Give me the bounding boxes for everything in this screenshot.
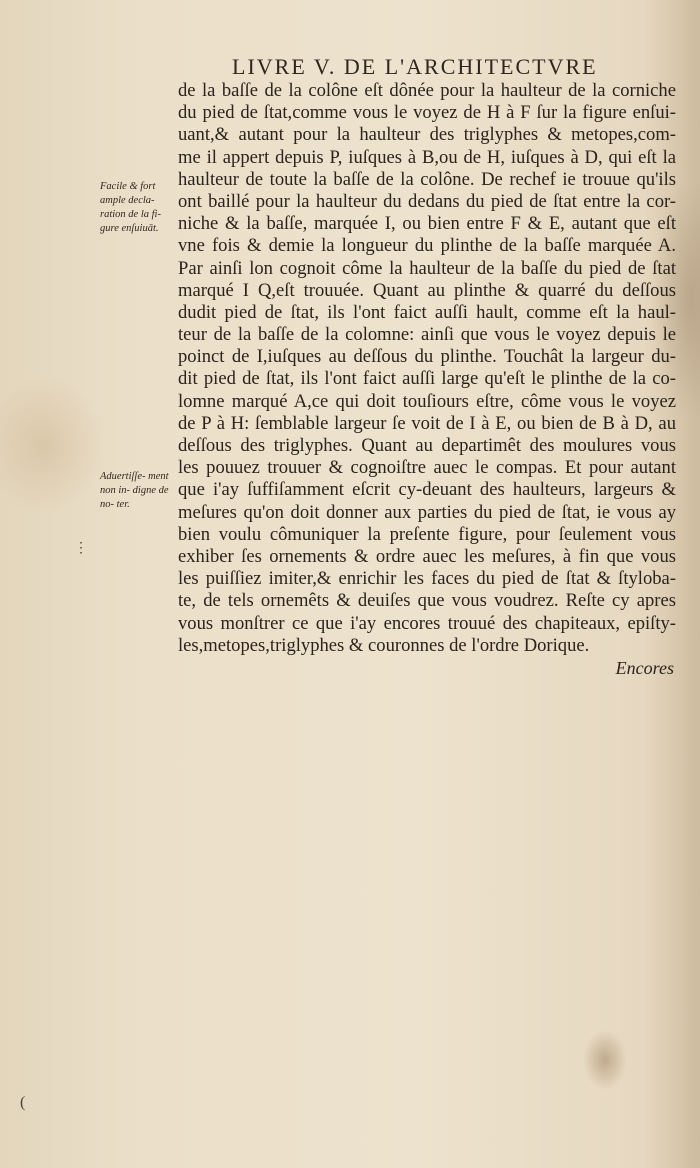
text-line: deſſous des triglyphes. Quant au departimêt des moulures vous [178, 435, 676, 456]
text-line: du pied de ſtat,comme vous le voyez de H à F ſur la figure enſui- [178, 102, 676, 124]
text-line: meſures qu'on doit donner aux parties du pied de ſtat, ie vous ay [178, 501, 676, 523]
ink-mark: ( [20, 1094, 26, 1111]
margin-note-advice: Aduertiſſe- ment non in- digne de no- ter. [100, 471, 169, 510]
catchword: Encores [615, 658, 674, 678]
margin-note-explanation: Facile & fort ample decla- ration de la fi- gure enſuiuāt. [100, 181, 161, 234]
text-line: ont baillé pour la haulteur du dedans du pied de ſtat entre la cor- [178, 190, 676, 212]
text-line: de P à H: ſemblable largeur ſe voit de I à E, ou bien de B à D, au [178, 412, 676, 434]
text-line: poinct de I,iuſques au deſſous du plinthe. Touchât la largeur du- [178, 346, 676, 368]
text-line: de la baſſe de la colône eſt dônée pour la haulteur de la corniche [178, 80, 676, 101]
text-line: que i'ay ſuffiſamment eſcrit cy-deuant des haulteurs, largeurs & [178, 479, 676, 501]
text-line: les puiſſiez imiter,& enrichir les faces du pied de ſtat & ſtyloba- [178, 568, 676, 590]
text-line: niche & la baſſe, marquée I, ou bien entre F & E, autant que eſt [178, 213, 676, 235]
text-line: bien voulu cômuniquer la preſente figure, pour ſeulement vous [178, 523, 676, 545]
text-line: Par ainſi lon cognoit côme la haulteur de la baſſe du pied de ſtat [178, 257, 676, 279]
running-header: LIVRE V. DE L'ARCHITECTVRE [232, 54, 598, 79]
text-line: vne fois & demie la longueur du plinthe de la baſſe marquée A. [178, 235, 676, 257]
text-line: lomne marqué A,ce qui doit touſiours eſtre, côme vous le voyez [178, 390, 676, 412]
text-line: dudit pied de ſtat, ils l'ont faict auſſi hault, comme eſt la haul- [178, 301, 676, 323]
main-text-block [178, 80, 676, 657]
text-line: vous monſtrer ce que i'ay encores trouué des chapiteaux, epiſty- [178, 612, 676, 634]
text-line: exhiber ſes ornements & ordre auec les meſures, à fin que vous [178, 545, 676, 567]
text-line: te, de tels ornemêts & deuiſes que vous voudrez. Reſte cy apres [178, 590, 676, 612]
text-line: haulteur de toute la baſſe de la colône. De rechef ie trouue qu'ils [178, 168, 676, 190]
text-line: dit pied de ſtat, ils l'ont faict auſſi large qu'eſt le plinthe de la co- [178, 368, 676, 390]
text-line: les pouuez trouuer & cognoiſtre auec le compas. Et pour autant [178, 457, 676, 479]
text-line-last: les,metopes,triglyphes & couronnes de l'ordre Dorique. [178, 634, 590, 656]
text-line: marqué I Q,eſt trouuée. Quant au plinthe & quarré du deſſous [178, 279, 676, 301]
ink-mark: ⋮ [74, 541, 88, 556]
text-line: uant,& autant pour la haulteur des triglyphes & metopes,com- [178, 124, 676, 146]
text-line: me il appert depuis P, iuſques à B,ou de H, iuſques à D, qui eſt la [178, 146, 676, 168]
text-line: teur de la baſſe de la colomne: ainſi que vous le voyez depuis le [178, 324, 676, 346]
